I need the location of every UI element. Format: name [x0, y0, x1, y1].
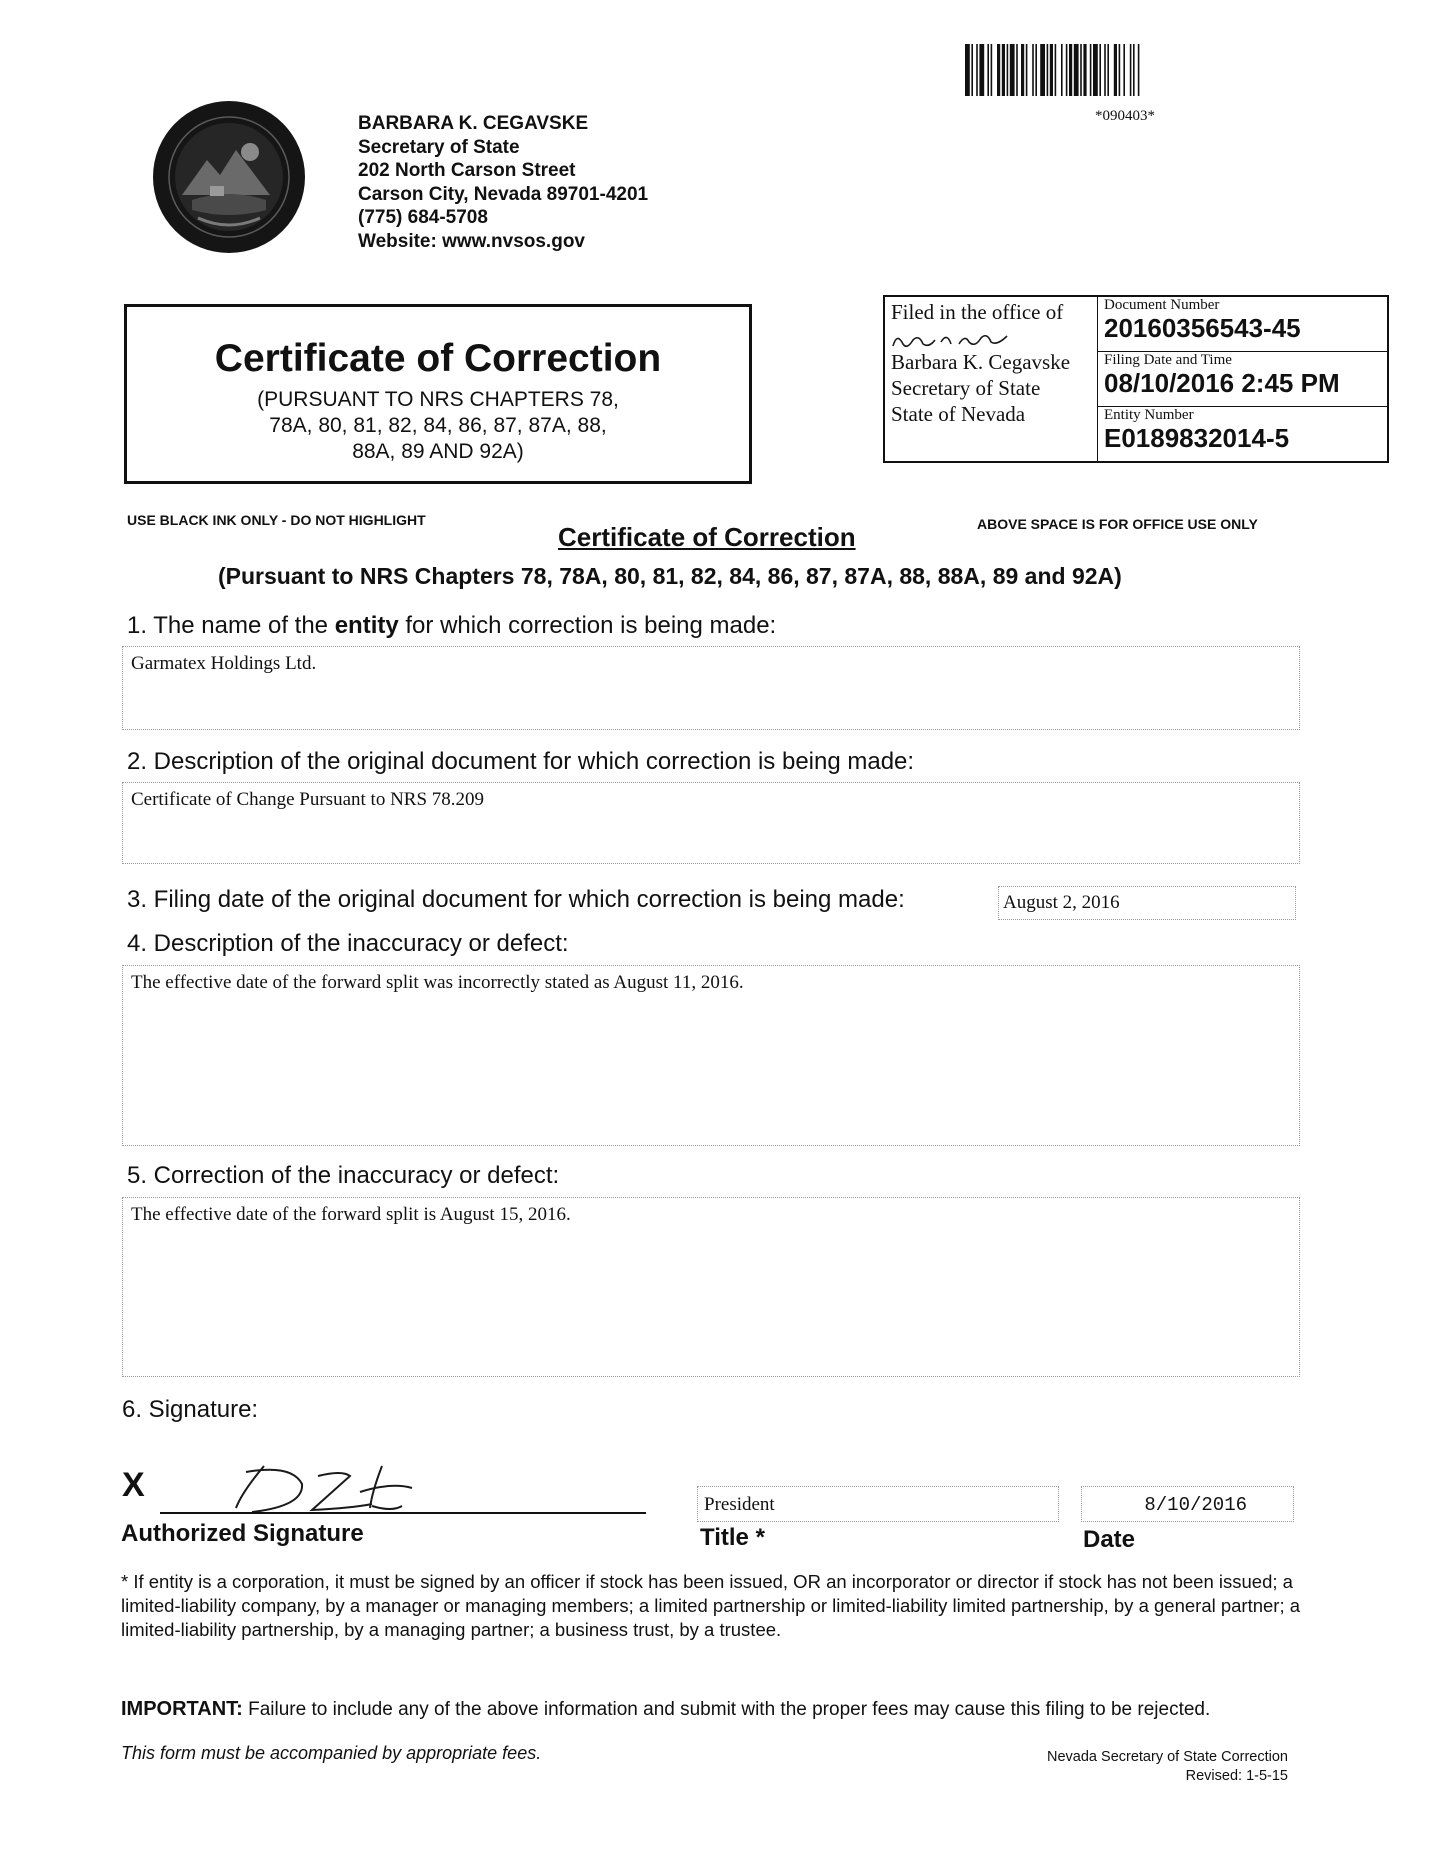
title-box [124, 304, 752, 484]
title-box-heading: Certificate of Correction [214, 337, 662, 380]
barcode-bar [1055, 44, 1057, 96]
official-signature-icon [889, 328, 1019, 352]
barcode-bar [1107, 44, 1109, 96]
official-state: State of Nevada [891, 402, 1026, 426]
filing-date-label: Filing Date and Time [1104, 352, 1232, 368]
question-6: 6. Signature: [122, 1396, 259, 1423]
barcode-bar [1061, 44, 1063, 96]
barcode-number: *090403* [1095, 108, 1155, 124]
question-1-post: for which correction is being made: [398, 612, 777, 639]
barcode-bar [971, 44, 973, 96]
barcode-bar [1050, 44, 1053, 96]
barcode-bar [1119, 44, 1121, 96]
signature-line [160, 1512, 646, 1514]
signature-x-mark: X [122, 1466, 145, 1504]
question-2: 2. Description of the original document for which correction is being made: [127, 748, 915, 775]
nevada-state-seal-icon [152, 100, 306, 254]
form-identifier [1026, 1748, 1288, 1786]
form-subtitle: (Pursuant to NRS Chapters 78, 78A, 80, 81, 82, 84, 86, 87, 87A, 88, 88A, 89 and 92A) [218, 563, 1122, 589]
barcode-bar [1083, 44, 1086, 96]
signature-footnote: * If entity is a corporation, it must be signed by an officer if stock has been issued, OR an incorporator or director if stock has not been issued; a limited-liability company, by a manager or managing members; a limited partnership or limited-liability limited partnership, by a general partner; a limited-liability partnership, by a managing partner; a business trust, by a trustee. [121, 1571, 1301, 1640]
barcode-bar [991, 44, 993, 96]
signer-title-field[interactable]: President [697, 1486, 1059, 1522]
question-1-pre: 1. The name of the [127, 612, 335, 639]
filing-date-cell [1098, 352, 1387, 407]
question-3: 3. Filing date of the original document for which correction is being made: [127, 886, 905, 913]
barcode-bar [1133, 44, 1135, 96]
barcode-bar [1099, 44, 1101, 96]
important-text: Failure to include any of the above information and submit with the proper fees may cause this filing to be rejected. [242, 1699, 1211, 1720]
barcode-bar [1007, 44, 1009, 96]
filed-office-block [891, 299, 1096, 427]
barcode-bar [1066, 44, 1068, 96]
office-use-note: ABOVE SPACE IS FOR OFFICE USE ONLY [977, 516, 1258, 532]
barcode-bar [997, 44, 1000, 96]
question-4: 4. Description of the inaccuracy or defect: [127, 930, 569, 957]
document-number-label: Document Number [1104, 297, 1220, 313]
barcode-bar [1016, 44, 1018, 96]
filing-date-value: 08/10/2016 2:45 PM [1104, 368, 1340, 398]
entity-number-value: E0189832014-5 [1104, 423, 1290, 453]
barcode-bar [1104, 44, 1106, 96]
entity-number-cell [1098, 407, 1387, 461]
barcode-bar [1002, 44, 1005, 96]
important-notice [121, 1698, 1210, 1721]
title-box-line-2: 78A, 80, 81, 82, 84, 86, 87, 87A, 88, [269, 414, 607, 437]
original-filing-date-field[interactable]: August 2, 2016 [998, 886, 1296, 920]
barcode-bar [1090, 44, 1092, 96]
barcode-bar [1035, 44, 1037, 96]
entity-name-field[interactable]: Garmatex Holdings Ltd. [122, 646, 1300, 730]
inaccuracy-description-field[interactable]: The effective date of the forward split was incorrectly stated as August 11, 2016. [122, 965, 1300, 1146]
barcode-bar [1074, 44, 1079, 96]
important-label: IMPORTANT: [121, 1698, 243, 1720]
document-number-cell [1098, 297, 1387, 352]
barcode-bar [1114, 44, 1117, 96]
barcode-bar [965, 44, 970, 96]
signature-date-field[interactable]: 8/10/2016 [1081, 1486, 1294, 1522]
barcode-bar [1123, 44, 1125, 96]
form-revision: Revised: 1-5-15 [1185, 1768, 1288, 1784]
entity-number-label: Entity Number [1104, 407, 1194, 423]
date-label: Date [1083, 1526, 1136, 1553]
document-number-value: 20160356543-45 [1104, 313, 1301, 343]
office-name: BARBARA K. CEGAVSKE [358, 113, 589, 134]
form-title: Certificate of Correction [558, 522, 856, 552]
barcode-bar [1047, 44, 1049, 96]
form-name: Nevada Secretary of State Correction [1047, 1749, 1288, 1765]
barcode-bar [987, 44, 989, 96]
title-box-line-3: 88A, 89 AND 92A) [352, 440, 524, 463]
barcode-icon [965, 44, 1297, 96]
barcode-bar [1010, 44, 1015, 96]
filed-in-label: Filed in the office of [891, 300, 1064, 324]
question-1-bold: entity [334, 612, 399, 639]
barcode-bar [1032, 44, 1034, 96]
barcode-bar [1138, 44, 1140, 96]
question-5: 5. Correction of the inaccuracy or defect: [127, 1162, 560, 1189]
office-title: Secretary of State [358, 136, 520, 158]
office-city: Carson City, Nevada 89701-4201 [358, 183, 649, 205]
barcode-bar [1021, 44, 1024, 96]
authorized-signature-icon [232, 1462, 447, 1518]
filing-stamp-box [883, 295, 1389, 463]
original-document-field[interactable]: Certificate of Change Pursuant to NRS 78.209 [122, 782, 1300, 864]
official-name: Barbara K. Cegavske [891, 350, 1071, 374]
office-website: Website: www.nvsos.gov [358, 230, 585, 252]
correction-field[interactable]: The effective date of the forward split is August 15, 2016. [122, 1197, 1300, 1377]
title-label: Title * [700, 1524, 765, 1551]
authorized-signature-label: Authorized Signature [121, 1520, 364, 1547]
title-box-line-1: (PURSUANT TO NRS CHAPTERS 78, [257, 388, 619, 411]
question-1 [127, 612, 776, 640]
office-street: 202 North Carson Street [358, 160, 576, 181]
office-phone: (775) 684-5708 [358, 207, 488, 228]
office-address [358, 112, 648, 253]
fees-note: This form must be accompanied by appropriate fees. [121, 1743, 542, 1763]
barcode-bar [1080, 44, 1082, 96]
official-title: Secretary of State [891, 376, 1041, 400]
ink-note: USE BLACK INK ONLY - DO NOT HIGHLIGHT [127, 512, 426, 528]
barcode-bar [1093, 44, 1098, 96]
barcode-bar [1069, 44, 1072, 96]
barcode-bar [1026, 44, 1028, 96]
barcode-bar [1040, 44, 1045, 96]
barcode-bar [976, 44, 978, 96]
barcode-bar [1130, 44, 1132, 96]
barcode-bar [979, 44, 984, 96]
